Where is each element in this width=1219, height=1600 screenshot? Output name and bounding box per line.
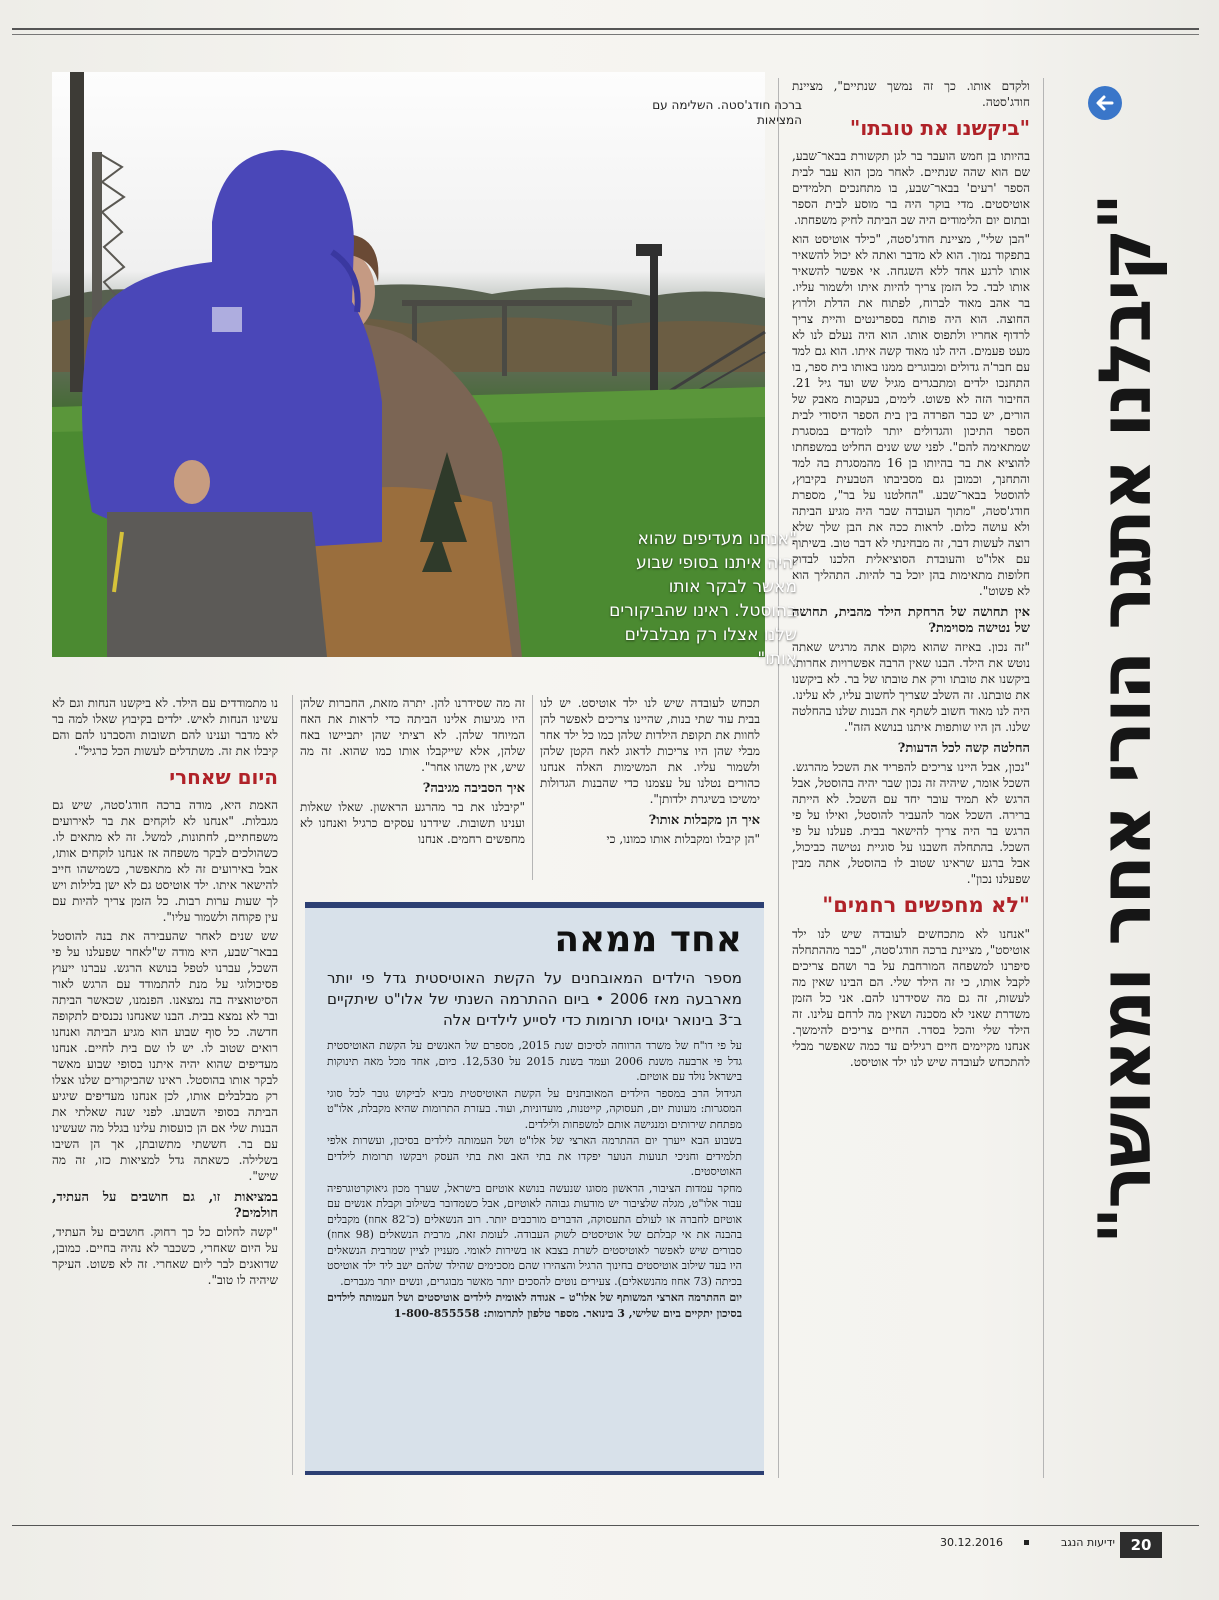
col3-question: איך הסביבה מגיבה? bbox=[422, 781, 525, 796]
issue-date: 30.12.2016 bbox=[940, 1536, 1003, 1549]
col2-answer: "הן קיבלו ומקבלות אותו כמונו, כי bbox=[606, 832, 760, 846]
info-box-lead: מספר הילדים המאובחנים על הקשת האוטיסטית גדל פי יותר מארבעה מאז 2006 • ביום ההתרמה השנתי של אלו"ט שיתקיים ב־3 בינואר יגויסו תרומות כדי לסייע לילדים אלה bbox=[327, 969, 742, 1029]
info-box bbox=[305, 902, 764, 1475]
top-rule-thin bbox=[12, 34, 1199, 35]
col1-paragraph: בהיותו בן חמש הועבר בר לגן תקשורת בבאר־שבע, שם הוא שהה שנתיים. לאחר מכן הוא עבר לבית הספר 'רעים' בבאר־שבע, בו מתחנכים תלמידים אוטיסטים. מדי בוקר היה בר מוסע לבית הספר ובתום יום הלימודים היה שב הביתה לחיק משפחתו. bbox=[792, 149, 1030, 227]
info-box-paragraph: בשבוע הבא ייערך יום ההתרמה הארצי של אלו"ט ושל העמותה לילדים בסיכון, ועשרות אלפי תלמידים וחניכי תנועות הנוער יפקדו את בתי האב ואת בתי העסק ויבקשו תרומות לילדים האוטיסטים. bbox=[327, 1134, 742, 1178]
arrow-left-icon bbox=[1094, 92, 1116, 114]
page-number: 20 bbox=[1120, 1532, 1162, 1558]
col1-heading-1: "ביקשנו את טובתו" bbox=[849, 116, 1030, 140]
col4-paragraph: שש שנים לאחר שהעבירה את בנה להוסטל בבאר־שבע, היא מודה ש"לאחר שפעלנו על פי השכל, עברנו לטפל בנושא הרגש. עברנו ייעוץ פסיכולוגי על מנת להתמודד עם הרגש לאור הסיטואציה בה נמצאנו. הפנמנו, שכאשר הביתה ובר לא נמצא בבית. הבנו שאנחנו נכנסים לתקופה חדשה. כל סוף שבוע הוא מגיע הביתה ואנחנו רואים שטוב לו. יש לו שם בית לחיים. אנחנו מעדיפים שהוא יהיה איתנו בסופי שבוע מאשר לבקר אותו בהוסטל. ראינו שהביקורים שלנו אצלו רק מבלבלים אותו, לכן אנחנו מעדיפים שיגיע הביתה בסופי השבוע. לפני שנה שאלתי את הבנות שלי אם הן כועסות עלינו בגלל מה שעשינו עם בר. חששתי מתשובתן, אך הן השיבו בשלילה. כשאתה גדל למציאות כזו, זה מה שיש". bbox=[52, 929, 278, 1183]
info-box-title: אחד ממאה bbox=[554, 919, 742, 960]
col4-paragraph: נו מתמודדים עם הילד. לא ביקשנו הנחות וגם לא עשינו הנחות לאיש. ילדים בקיבוץ שאלו למה בר לא מדבר וענינו להם תשובות והסברנו להם והם קיבלו את זה. משתדלים לעשות הכל כרגיל". bbox=[52, 696, 278, 758]
col4-answer: "קשה לחלום כל כך רחוק. חושבים על העתיד, על היום שאחרי, כשכבר לא נהיה בחיים. כמובן, שדואגים לבר ליום שאחרי. זה לא פשוט. העיקר שיהיה לו טוב". bbox=[52, 1225, 278, 1287]
col2-paragraph: תכחש לעובדה שיש לנו ילד אוטיסט. יש לנו בבית עוד שתי בנות, שהיינו צריכים לאפשר להן לחוות את תקופת הילדות שלהן כמו כל ילד אחר מבלי שהן היו צריכות לדאוג לאח הקטן שלהן ולשמור עליו. את המשימות האלה אנחנו כהורים נטלנו על עצמנו כדי שהבנות הגדולות ימשיכו בשיגרת ילדותן". bbox=[540, 696, 760, 806]
column-divider bbox=[292, 695, 293, 1475]
info-box-paragraph: הגידול הרב במספר הילדים המאובחנים על הקשת האוטיסטית מביא לביקוש גובר לכל סוגי המסגרות: מעונות יום, תעסוקה, קייטנות, מועדוניות, ועוד. בעזרת התרומות שהיא מקבלת, אלו"ט מפתחת שירותים ומנגישה אותם למשפחות ולילדים. bbox=[327, 1086, 742, 1131]
bottom-rule bbox=[12, 1525, 1199, 1526]
text-column-3 bbox=[300, 695, 525, 880]
col1-paragraph: "אנחנו לא מתכחשים לעובדה שיש לנו ילד אוטיסט", מציינת ברכה חודג'סטה, "כבר מההתחלה סיפרנו למשפחה המורחבת על בר ושהם צריכים לקבל אותו, כי זה הילד שלי. הם הבינו שאין מה לעשות, זה גם מה שסידרנו להם. אני כל הזמן משדרת שאני לא מסכנה ושאין מה לרחם עלינו. זה הילד שלי והכל בסדר. החיים צריכים להימשך. אנחנו מקיימים חיים רגילים עד כמה שאפשר מבלי להתכחש לעובדה שיש לנו ילד אוטיסט. bbox=[792, 927, 1030, 1069]
text-column-1 bbox=[792, 78, 1030, 1473]
column-divider bbox=[778, 78, 779, 1478]
col2-question: איך הן מקבלות אותו? bbox=[648, 813, 760, 828]
text-column-4 bbox=[52, 695, 278, 1480]
col1-answer: "זה נכון. באיזה שהוא מקום אתה מרגיש שאתה נוטש את הילד. הבנו שאין הרבה אפשרויות אחרות. ביקשנו את טובתו ורק את טובתו של בר. לא ביקשנו את טובתנו. זה השלב שצריך לחשוב עליו, לא עלינו. היה לנו מאוד חשוב לשתף את הבנות שלנו בהחלטה שלנו. הן היו שותפות איתנו בנושא הזה". bbox=[792, 640, 1030, 734]
col1-question: החלטה קשה לכל הדעות? bbox=[897, 741, 1030, 756]
newspaper-name: ידיעות הנגב bbox=[1060, 1536, 1115, 1549]
info-box-paragraph: יום ההתרמה הארצי המשותף של אלו"ט – אגודה לאומית לילדים אוטיסטים ושל העמותה לילדים בסיכון יתקיים ביום שלישי, 3 בינואר. מספר טלפון לתרומות: 1-800-855558 bbox=[327, 1291, 742, 1320]
top-rule bbox=[12, 28, 1199, 30]
col4-question: במציאות זו, גם חושבים על העתיד, חולמים? bbox=[52, 1190, 278, 1221]
photo-pull-quote: "אנחנו מעדיפים שהוא יהיה איתנו בסופי שבוע מאשר לבקר אותו בהוסטל. ראינו שהביקורים שלנו אצלו רק מבלבלים אותו" bbox=[609, 529, 797, 669]
back-button[interactable] bbox=[1088, 86, 1122, 120]
headline-text: "קיבלנו אתגר הורי אחר ומאושר" bbox=[1083, 195, 1167, 1245]
col3-paragraph: זה מה שסידרנו להן. יתרה מזאת, החברות שלהן היו מגיעות אלינו הביתה כדי לראות את האח המיוחד שלהן. לא רציתי שהן יתביישו באח שלהן, אלא שייקבלו אותו כמו שהוא. זה מה שיש, אין משהו אחר". bbox=[300, 696, 525, 774]
article-photo bbox=[52, 72, 802, 669]
headline bbox=[1070, 120, 1180, 1320]
col1-heading-2: "לא מחפשים רחמים" bbox=[822, 893, 1030, 917]
info-box-body bbox=[327, 1038, 742, 1459]
col1-lead: ולקדם אותו. כך זה נמשך שנתיים", מציינת חודג'סטה. bbox=[792, 79, 1030, 109]
column-divider bbox=[1043, 78, 1044, 1478]
col3-answer: "קיבלנו את בר מהרגע הראשון. שאלו שאלות וענינו תשובות. שידרנו עסקים כרגיל ואנחנו לא מחפשים רחמים. אנחנו bbox=[300, 800, 525, 846]
info-box-paragraph: מחקר עמדות הציבור, הראשון מסוגו שנעשה בנושא אוטיזם בישראל, שערך מכון גיאוקרטוגרפיה עבור אלו"ט, מגלה שלציבור יש מודעות גבוהה לאוטיזם, אבל כשמדובר בשילוב וקבלת אנשים עם אוטיזם לחברה או לעולם התעסוקה, הדברים מורכבים יותר. רוב הנשאלים (כ־82 אחוז) מקבלים בהבנה את אי קבלתם של אוטיסטים לשוק העבודה. לעומת זאת, מרבית הנשאלים (98 אחוז) סבורים שיש לאפשר לאוטיסטים לשרת בצבא או בשירות לאומי. מעניין לציין שמרבית הנשאלים היו בעד שילוב אוטיסטים בחינוך הרגיל והצהירו שהם מסכימים שהילד שלהם ישב ליד ילד אוטיסט בכיתה (73 אחוז מהנשאלים). צעירים נוטים להסכים יותר מאשר מבוגרים, ונשים יותר מגברים. bbox=[327, 1181, 743, 1288]
col1-paragraph: "הבן שלי", מציינת חודג'סטה, "כילד אוטיסט הוא בתפקוד נמוך. הוא לא מדבר ואתה לא יכול להשאיר אותו לרגע אחד ללא השגחה. אי אפשר להשאיר אותו לבד. כל הזמן צריך להיות איתו ולשמור עליו. בר אהב מאוד לברוח, לפתוח את הדלת ולרוץ החוצה. הוא היה פותח בספרינטים והיית צריך לרדוף אחריו ולתפוס אותו. הוא היה נעלם לנו לא מעט פעמים. היה לנו מאוד קשה איתו. הוא גם למד עם חבר'ה גדולים ומבוגרים ממנו באותו בית ספר, בו התחנכו ילדים ומתבגרים מגיל שש ועד גיל 21. החיבור הזה לא פשוט. לימים, בעקבות מאבק של הורים, יש כבר הפרדה בין בית הספר היסודי לבית הספר התיכון והגדולים יותר לומדים במסגרת שמתאימה להם". לפני שש שנים החליט במשפחתו להוציא את בר בהיותו בן 16 מהמסגרת בה למד והתחנך, וכמובן גם מסביבתו הטבעית בקיבוץ, להוסטל בבאר־שבע. "החלטנו על בר", מספרת חודג'סטה, "מתוך העובדה שבר היה מגיע הביתה ולא עושה כלום. לראות ככה את הבן שלך שלא רוצה לעשות דבר, זה מבחינתי לא דבר טוב. בשיתוף עם אלו"ט והעובדת הסוציאלית הלכנו לבדוק חלופות מתאימות בהן יוכל בר להיות. התהליך הוא לא פשוט". bbox=[792, 232, 1030, 598]
col4-heading: היום שאחרי bbox=[169, 765, 278, 789]
photo-caption: ברכה חודג'סטה. השלימה עם המציאות bbox=[652, 98, 802, 127]
col4-paragraph: האמת היא, מודה ברכה חודג'סטה, שיש גם מגבלות. "אנחנו לא לוקחים את בר לאירועים משפחתיים, לחתונות, למשל. זה לא מתאים לו. כשהולכים לבקר משפחה אז אנחנו לוקחים אותו, אבל באירועים זה לא מתאפשר, כשמישהו חייב להישאר איתו. ילד אוטיסט גם לא ישן בלילות ויש לך שעות ערות רבות. כל הזמן צריך להיות עם עין פקוחה ולשמור עליו". bbox=[52, 798, 278, 924]
text-column-2 bbox=[540, 695, 760, 880]
col1-answer: "נכון, אבל היינו צריכים להפריד את השכל מהרגש. השכל אומר, שיהיה זה נכון שבר יהיה בהוסטל, אבל הרגש לא תמיד עובר יחד עם השכל. לא הייתה ברירה. השכל אמר להעביר להוסטל, ואילו על פי הרגש בר היה צריך להישאר בבית. פעלנו על פי השכל. בהתחלה חשבנו על סוגיית נטישה כביכול, אבל ברגע שראינו שטוב לו בהוסטל, אתה מבין שפעלנו נכון". bbox=[792, 760, 1030, 886]
column-divider bbox=[532, 695, 533, 880]
col1-question: אין תחושה של הרחקת הילד מהבית, תחושה של נטישה מסוימת? bbox=[792, 605, 1030, 636]
info-box-paragraph: על פי דו"ח של משרד הרווחה לסיכום שנת 2015, מספרם של האנשים על הקשת האוטיסטית גדל פי ארבעה משנת 2006 ועמד בשנת 2015 על 12,530. כיום, אחד מכל מאה תינוקות בישראל נולד עם אוטיזם. bbox=[327, 1039, 743, 1083]
